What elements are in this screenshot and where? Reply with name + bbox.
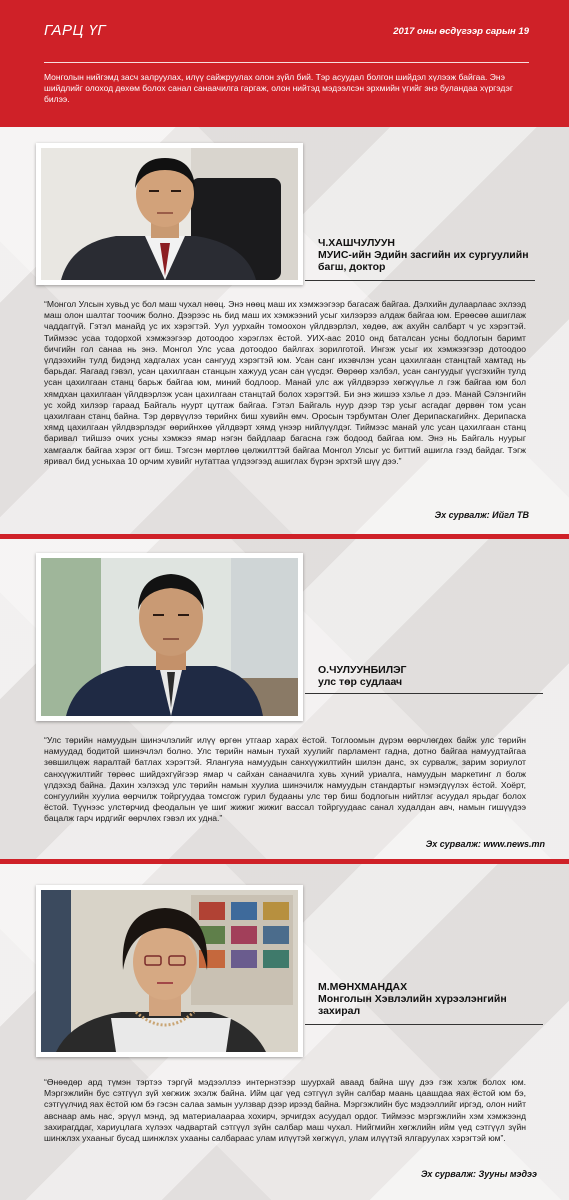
source-credit: Эх сурвалж: Зууны мэдээ: [420, 1169, 537, 1179]
quote-text: “Монгол Улсын хувьд ус бол маш чухал нөөц. Энэ нөөц маш их хэмжээгээр багасаж байгаа. Дэлхийн дулаарлаас эхлээд маш олон шалтаг тоочиж болно. Дээрээс нь бид маш их хэмжээний усыг хилээрээ алдаж байгаа юм. Ерөөсөө ашиглаж чаддаггүй. Гэтэл манайд ус их хэрэгтэй. Уул уурхайн томоохон үйлдвэрлэл, хөдөө, аж ахуйн салбарт ч ус хэрэгтэй. Тиймээс усаа тодорхой хэмжээгээр дотоодоо хэрэглэх ёстой. УИХ-аас 2010 онд баталсан усны бодлогын баримт бичгийн гол санаа нь энэ. Монгол Улс усаа дотоодоо байлгах зорилготой. Ингэж усыг их хэмжээгээр дотоодоо үлдээхийн тулд бидэнд хадгалах усан сангууд хэрэгтэй юм. Усан санг ихэвчлэн усан цахилгаан станцтай хамтад нь барьдаг. Яагаад гэвэл, усан цахилгаан станцын хажууд усан сан үүсдэг. Өөрөөр хэлбэл, усан сангуудыг үүсгэхийн тулд усан цахилгаан станц барьж байгаа юм, миний бодлоор. Манай улс аж үйлдвэрээ хөгжүүлье л гэж байгаа юм бол хямдхан цахилгаан үйлдвэрлэж усан цахилгаан станцтай болох хэрэгтэй. Би энэ жишээ хэлье л дээ. Манай Сэлэнгийн ус хойд хилээр гараад Байгаль нуурт цутгаж байгаа. Гэтэл Байгаль нуур дээр тэр усыг асгадаг дөрвөн том усан цахилгаан станц байна. Тэр дөрвүүлээ төрийнх биш хувийн өмч. Оросын тэрбумтан Олег Дерипаскагийнх. Дерипаска хямд цахилгаан үйлдвэрлэдэг өөрийнхөө үйлдвэрт хямд үнээр нийлүүлдэг. Тиймээс манай улс усан цахилгаан станц баривал тийшээ очих усны хэмжээ ямар нэгэн байдлаар багасна гэж бодоод байгаа юм. Энэ нь Байгаль нуурыг хамгаалж байгаа хэрэг огт биш. Тэгсэн мөртлөө цөлжилттэй байгаа Монгол Улсыг ус биттий ашигла гээд байдаг. Тэгж яривал бид усныхаа 10 орчим хувийг нутаттаа үлдээгээд ашиглах бүрэн эрхтэй шүү дээ.”: [44, 299, 526, 466]
name-underline: [305, 693, 543, 694]
portrait-photo: [36, 885, 303, 1057]
portrait-image: [41, 148, 298, 280]
portrait-photo: [36, 143, 303, 285]
person-role: улс төр судлаач: [318, 676, 403, 688]
portrait-image: [41, 558, 298, 716]
quote-text: “Улс төрийн намуудын шинэчлэлийг илүү өргөн утгаар харах ёстой. Тоглоомын дүрэм өөрчлөгдөх байж улс төрийн намуудад бодитой шинэчлэл болно. Улс төрийн намын тухай хуулийг парламент гадна, дотно байгаа намуудтайгаа зөвшилцөж яаралтай батлах хэрэгтэй. Ялангуяа намуудын санхүүжилтийн шилэн данс, эх сурвалж, зарим зориулот санхүүжилтийг төрөөс шийдэхгүйгээр ямар ч сайхан санаачилга хувь хүний уриалга, намуудын маркетинг л болж үлдэхэд байна. Дахин хэлэхэд улс төрийн намын хуулиа шинэчилж намуудын стандартыг нэмэгдүүлэх ёстой. Хоёрт, сонгуулийн хуулиа өөрчилж тойргуудаа томсгож гурил будааны улс төр биш бодлогын нийтлэг асуудал ярьдаг болох ёстой. Түүнээс улстөрчид феодалын үе шиг жижиг жижиг вассал тойргуудаас санал худалдан авч, намын гишүүдээ бацалж гарч ирдгийг өөрчлөх гэвэл их удна.”: [44, 735, 526, 824]
page-header: [0, 0, 569, 127]
section-title: ГАРЦ ҮГ: [44, 22, 107, 39]
person-name: О.ЧУЛУУНБИЛЭГ: [318, 664, 407, 676]
person-name: М.МӨНХМАНДАХ: [318, 981, 408, 993]
source-credit: Эх сурвалж: www.news.mn: [425, 839, 545, 849]
person-name-block: [318, 981, 538, 1017]
portrait-photo: [36, 553, 303, 721]
portrait-image: [41, 890, 298, 1052]
header-divider: [44, 62, 529, 63]
person-role: МУИС-ийн Эдийн засгийн их сургуулийн багш, доктор: [318, 249, 529, 273]
issue-date: 2017 оны өсдүгээр сарын 19: [393, 26, 529, 37]
intro-text: Монголын нийгэмд засч залруулах, илүү сайжруулах олон зүйл бий. Тэр асуудал болгон шийдэл хүлээж байгаа. Энэ шийдлийг олоход дөхөм болох санал санаачилга гаргаж, олон нийтэд мэдээлсэн эрхмийн үгийг энэ буландаа хүргэдэг билээ.: [44, 72, 513, 104]
person-role: Монголын Хэвлэлийн хүрээлэнгийн захирал: [318, 993, 507, 1017]
name-underline: [305, 1024, 543, 1025]
person-name: Ч.ХАШЧУЛУУН: [318, 237, 395, 249]
quote-text: “Өнөөдөр ард түмэн тэртээ тэргүй мэдээллээ интернэтээр шуурхай аваад байна шүү дээ гэж хэлж болох юм. Мэргэжлийн бус сэтгүүл зүй хөгжиж эхэлж байна. Ийм цаг үед сэтгүүл зүйн салбар маань цаашдаа яах ёстой юм бэ, сэтгүүлчид яах ёстой юм бэ гэсэн салаа замын уулзвар дээр ирээд байна. Мэргэжлийн бус мэдээллийг иргэд, олон нийт авснаар амь нас, эрүүл мэнд, эд материалаараа хохирч, эрчигдэх асуудал ордог. Тиймээс мэргэжлийн хэм хэмжээнд захирагддаг, хариуцлага хүлээх чадвартай сэтгүүл зүйн салбар маш чухал. Нийгмийн хөгжлийн ийм үед сэтгүүл зүйн шинжлэх ухааныг бусад шинжлэх ухааны салбараас улам илүүтэй хөгжүүл, улам илүүтэй ялгаруулах хэрэгтэй юм”.: [44, 1077, 526, 1144]
person-name-block: [318, 664, 538, 688]
name-underline: [305, 280, 535, 281]
source-credit: Эх сурвалж: Ийгл ТВ: [434, 510, 529, 520]
person-name-block: [318, 237, 538, 273]
